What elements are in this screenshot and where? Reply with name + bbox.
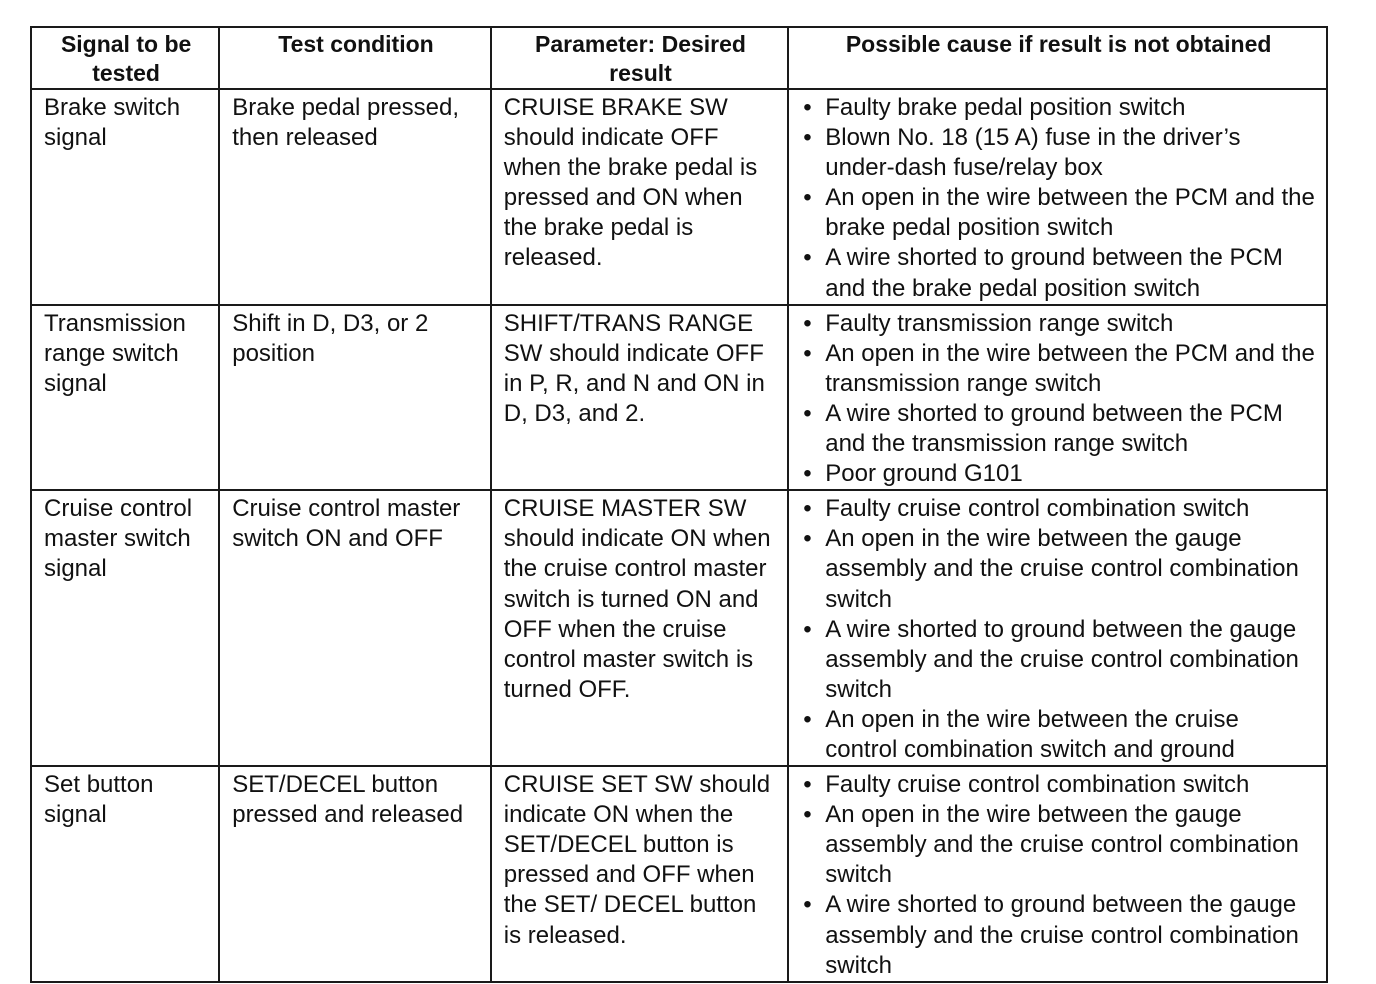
header-possible-cause: Possible cause if result is not obtained bbox=[788, 27, 1327, 89]
cause-item: • A wire shorted to ground between the gauge assembly and the cruise control combination switch bbox=[801, 615, 1316, 705]
signal-cell: Set button signal bbox=[31, 766, 219, 982]
cause-item: • Faulty transmission range switch bbox=[801, 309, 1316, 339]
cause-item: • Faulty cruise control combination switch bbox=[801, 494, 1316, 524]
header-signal: Signal to be tested bbox=[31, 27, 219, 89]
parameter-cell: CRUISE MASTER SW should indicate ON when the cruise control master switch is turned ON and OFF when the cruise control master switch is turned OFF. bbox=[491, 490, 788, 766]
condition-cell: Cruise control master switch ON and OFF bbox=[219, 490, 491, 766]
signal-cell: Brake switch signal bbox=[31, 89, 219, 305]
header-test-condition: Test condition bbox=[219, 27, 491, 89]
cause-list bbox=[801, 770, 1316, 981]
cause-item: • Blown No. 18 (15 A) fuse in the driver’s under-dash fuse/relay box bbox=[801, 123, 1316, 183]
causes-cell bbox=[788, 305, 1327, 491]
cause-list bbox=[801, 494, 1316, 765]
cause-item: • Faulty cruise control combination switch bbox=[801, 770, 1316, 800]
cause-item: • A wire shorted to ground between the PCM and the brake pedal position switch bbox=[801, 243, 1316, 303]
cause-item: • An open in the wire between the gauge assembly and the cruise control combination switch bbox=[801, 524, 1316, 614]
signal-cell: Transmission range switch signal bbox=[31, 305, 219, 491]
troubleshooting-table bbox=[30, 26, 1328, 983]
table-row bbox=[31, 490, 1327, 766]
causes-cell bbox=[788, 89, 1327, 305]
cause-item: • A wire shorted to ground between the gauge assembly and the cruise control combination switch bbox=[801, 890, 1316, 980]
table-row bbox=[31, 305, 1327, 491]
cause-item: • Faulty brake pedal position switch bbox=[801, 93, 1316, 123]
condition-cell: Shift in D, D3, or 2 position bbox=[219, 305, 491, 491]
cause-item: • An open in the wire between the PCM and the transmission range switch bbox=[801, 339, 1316, 399]
causes-cell bbox=[788, 490, 1327, 766]
header-parameter: Parameter: Desired result bbox=[491, 27, 788, 89]
condition-cell: SET/DECEL button pressed and released bbox=[219, 766, 491, 982]
table-row bbox=[31, 766, 1327, 982]
condition-cell: Brake pedal pressed, then released bbox=[219, 89, 491, 305]
table-row bbox=[31, 89, 1327, 305]
cause-item: • An open in the wire between the PCM and the brake pedal position switch bbox=[801, 183, 1316, 243]
causes-cell bbox=[788, 766, 1327, 982]
cause-item: • A wire shorted to ground between the PCM and the transmission range switch bbox=[801, 399, 1316, 459]
signal-cell: Cruise control master switch signal bbox=[31, 490, 219, 766]
parameter-cell: CRUISE SET SW should indicate ON when the SET/DECEL button is pressed and OFF when the SET/ DECEL button is released. bbox=[491, 766, 788, 982]
header-row bbox=[31, 27, 1327, 89]
parameter-cell: CRUISE BRAKE SW should indicate OFF when the brake pedal is pressed and ON when the brake pedal is released. bbox=[491, 89, 788, 305]
cause-list bbox=[801, 309, 1316, 490]
cause-item: • An open in the wire between the gauge assembly and the cruise control combination switch bbox=[801, 800, 1316, 890]
cause-list bbox=[801, 93, 1316, 304]
cause-item: • Poor ground G101 bbox=[801, 459, 1316, 489]
parameter-cell: SHIFT/TRANS RANGE SW should indicate OFF in P, R, and N and ON in D, D3, and 2. bbox=[491, 305, 788, 491]
cause-item: • An open in the wire between the cruise control combination switch and ground bbox=[801, 705, 1316, 765]
